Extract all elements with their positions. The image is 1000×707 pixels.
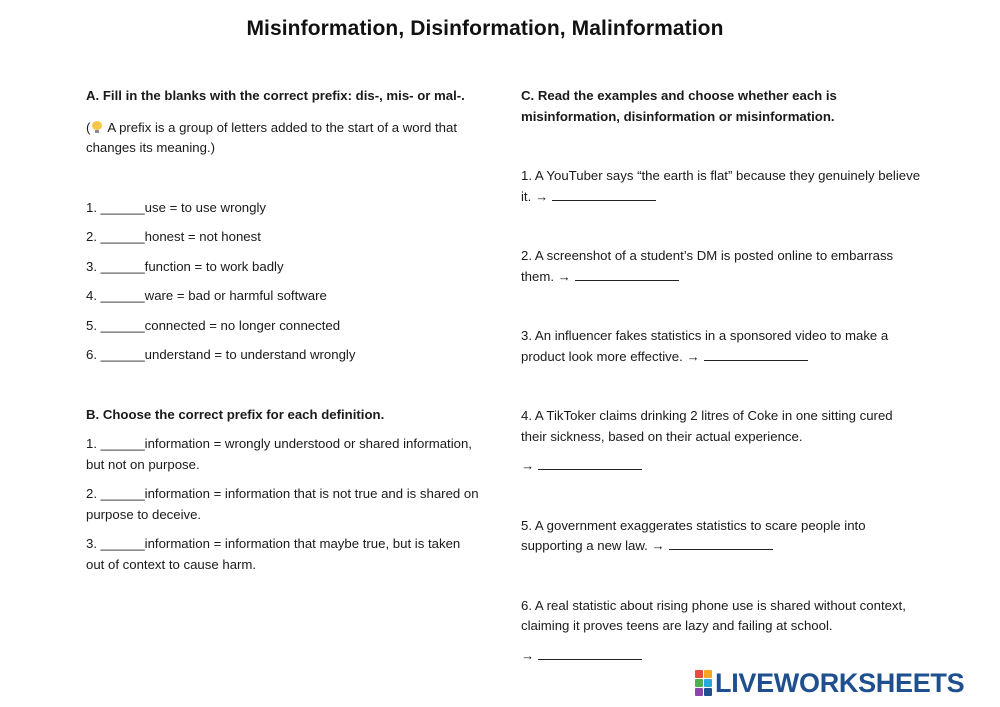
logo-tile [695, 670, 703, 678]
section-c-item [521, 596, 921, 637]
logo-text: LIVEWORKSHEETS [715, 668, 965, 698]
left-column [86, 86, 481, 575]
answer-blank[interactable] [538, 647, 642, 660]
answer-blank[interactable] [704, 348, 808, 361]
arrow-icon: → [521, 647, 535, 663]
arrow-icon: → [557, 268, 571, 284]
section-b-item[interactable]: 3. ______information = information that maybe true, but is taken out of context to cause harm. [86, 536, 461, 572]
arrow-icon: → [651, 538, 665, 553]
answer-blank[interactable] [575, 268, 679, 281]
right-column [521, 86, 921, 666]
prefix-note [86, 118, 481, 159]
logo-tile [695, 679, 703, 687]
logo-tile [704, 679, 712, 687]
section-c-item [521, 406, 921, 447]
section-c-item-text: 1. A YouTuber says “the earth is flat” because they genuinely believe it. [521, 168, 921, 204]
answer-blank[interactable] [669, 537, 773, 550]
section-c-item-text: 4. A TikToker claims drinking 2 litres of Coke in one sitting cured their sickness, based on their actual experience. [521, 408, 893, 444]
logo-tile [704, 688, 712, 696]
worksheet-title: Misinformation, Disinformation, Malinformation [246, 17, 724, 40]
logo-tile [704, 670, 712, 678]
section-c-item [521, 246, 921, 287]
section-a-item[interactable]: 4. ______ware = bad or harmful software [86, 288, 327, 303]
section-a-heading: A. Fill in the blanks with the correct prefix: dis-, mis- or mal-. [86, 88, 465, 103]
section-c-item-text: 3. An influencer fakes statistics in a sponsored video to make a product look more effective. [521, 328, 889, 364]
arrow-icon: → [521, 458, 535, 473]
section-b-item[interactable]: 2. ______information = information that is not true and is shared on purpose to deceive. [86, 486, 479, 522]
answer-blank[interactable] [538, 457, 642, 470]
section-a-item[interactable]: 1. ______use = to use wrongly [86, 199, 266, 215]
section-c-answer-line [521, 646, 921, 667]
section-b-heading: B. Choose the correct prefix for each definition. [86, 406, 385, 422]
answer-blank[interactable] [552, 188, 656, 201]
section-a-item[interactable]: 6. ______understand = to understand wrongly [86, 347, 356, 362]
section-c-item [521, 326, 921, 367]
section-c-item-text: 6. A real statistic about rising phone use is shared without context, claiming it proves teens are lazy and failing at school. [521, 597, 906, 633]
arrow-icon: → [686, 348, 700, 364]
section-c-item [521, 516, 921, 557]
section-c-answer-line [521, 456, 921, 477]
logo-mark-icon [695, 670, 712, 696]
arrow-icon: → [534, 188, 549, 204]
prefix-note-open: ( [86, 119, 91, 135]
logo-tile [695, 688, 703, 696]
section-c-heading: C. Read the examples and choose whether each is misinformation, disinformation or misinformation. [521, 88, 837, 124]
section-a-item[interactable]: 2. ______honest = not honest [86, 229, 261, 244]
liveworksheets-logo[interactable] [695, 669, 964, 697]
section-c-item [521, 166, 921, 207]
section-c-item-text: 2. A screenshot of a student’s DM is posted online to embarrass them. [521, 248, 894, 284]
prefix-note-text: A prefix is a group of letters added to the start of a word that changes its meaning.) [86, 119, 458, 155]
lightbulb-icon [92, 121, 102, 134]
section-c-item-text: 5. A government exaggerates statistics to scare people into supporting a new law. [521, 517, 866, 553]
section-a-item[interactable]: 3. ______function = to work badly [86, 258, 284, 274]
section-a-item[interactable]: 5. ______connected = no longer connected [86, 317, 341, 333]
section-b-item[interactable]: 1. ______information = wrongly understood or shared information, but not on purpose. [86, 436, 472, 472]
